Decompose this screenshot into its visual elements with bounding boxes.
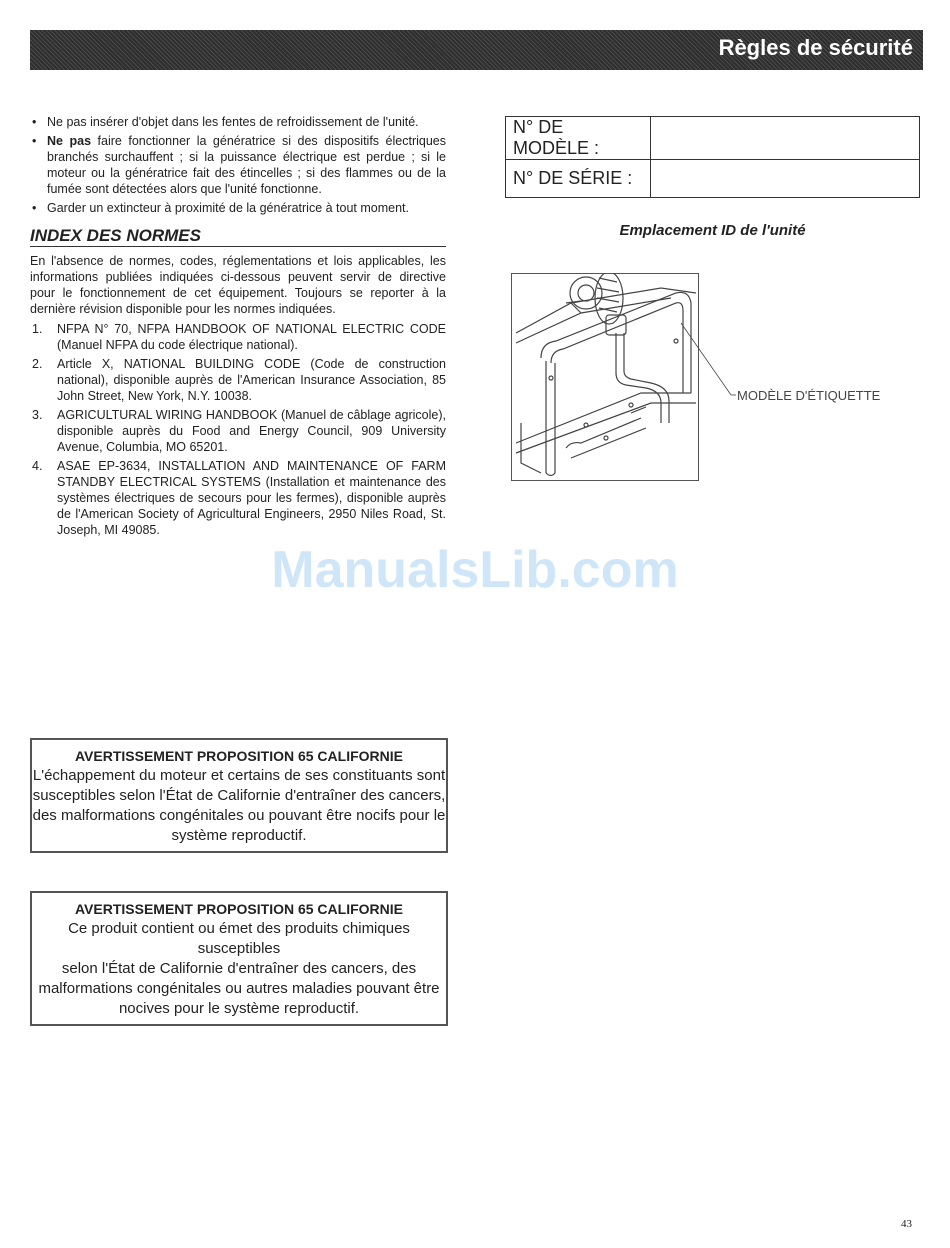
generator-illustration	[511, 273, 911, 485]
header-bar	[30, 30, 923, 70]
prop65-warning-box-1	[30, 738, 448, 853]
watermark: ManualsLib.com	[271, 541, 679, 599]
index-heading: INDEX DES NORMES	[30, 228, 446, 247]
list-item: • Ne pas faire fonctionner la génératrice si des dispositifs électriques branchés surchauffent ; si la puissance électrique est perdue ; si le moteur ou la génératrice fait des étincelles ; si des flammes ou de la fumée sont détectées alors que l'unité fonctionne.	[30, 133, 446, 197]
callout-label: MODÈLE D'ÉTIQUETTE	[737, 388, 881, 403]
serial-number-field	[651, 160, 920, 198]
warning-line: malformations congénitales ou autres maladies pouvant être	[38, 980, 440, 997]
unit-id-table	[505, 116, 920, 198]
warning-line: L'échappement du moteur et certains de ses constituants sont	[32, 767, 446, 784]
standards-list	[30, 321, 446, 538]
list-item: • Ne pas insérer d'objet dans les fentes de refroidissement de l'unité.	[30, 114, 446, 130]
table-row	[506, 117, 920, 160]
model-number-field	[651, 117, 920, 160]
list-item: 2. Article X, NATIONAL BUILDING CODE (Code de construction national), disponible auprès de l'American Insurance Association, 85 John Street, New York, N.Y. 10038.	[32, 357, 446, 403]
warning-line: susceptibles selon l'État de Californie d'entraîner des cancers,	[32, 787, 446, 804]
warning-line: des malformations congénitales ou pouvant être nocifs pour le	[32, 807, 446, 824]
warning-line: selon l'État de Californie d'entraîner des cancers, des	[61, 960, 417, 977]
index-intro: En l'absence de normes, codes, réglementations et lois applicables, les informations publiées indiquées ci-dessous peuvent servir de directive pour le fonctionnement de cet équipement. Toujours se reporter à la dernière révision disponible pour les normes indiquées.	[30, 254, 446, 316]
warning-line: système reproductif.	[171, 827, 307, 844]
table-row	[506, 160, 920, 198]
page-number: 43	[901, 1218, 912, 1230]
model-number-label: N° DE MODÈLE :	[506, 117, 651, 160]
prop65-warning-box-2	[30, 891, 448, 1026]
warning-line: nocives pour le système reproductif.	[118, 1000, 360, 1017]
page-title: Règles de sécurité	[718, 35, 913, 60]
safety-bullet-list	[30, 114, 446, 216]
left-column	[30, 114, 446, 541]
list-item: 3. AGRICULTURAL WIRING HANDBOOK (Manuel de câblage agricole), disponible auprès du Food and Energy Council, 909 University Avenue, Columbia, MO 65201.	[32, 408, 446, 454]
list-item: 4. ASAE EP-3634, INSTALLATION AND MAINTENANCE OF FARM STANDBY ELECTRICAL SYSTEMS (Installation et maintenance des systèmes électriques de secours pour les fermes), disponible auprès de l'American Society of Agricultural Engineers, 2950 Niles Road, St. Joseph, MI 49085.	[32, 459, 446, 537]
warning-title: AVERTISSEMENT PROPOSITION 65 CALIFORNIE	[74, 748, 403, 764]
list-item: • Garder un extincteur à proximité de la génératrice à tout moment.	[30, 200, 446, 216]
figure-caption: Emplacement ID de l'unité	[619, 222, 806, 239]
serial-number-label: N° DE SÉRIE :	[506, 160, 651, 198]
list-item: 1. NFPA N° 70, NFPA HANDBOOK OF NATIONAL ELECTRIC CODE (Manuel NFPA du code électrique national).	[32, 322, 446, 352]
warning-title: AVERTISSEMENT PROPOSITION 65 CALIFORNIE	[74, 901, 403, 917]
warning-line: Ce produit contient ou émet des produits chimiques susceptibles	[68, 920, 410, 957]
